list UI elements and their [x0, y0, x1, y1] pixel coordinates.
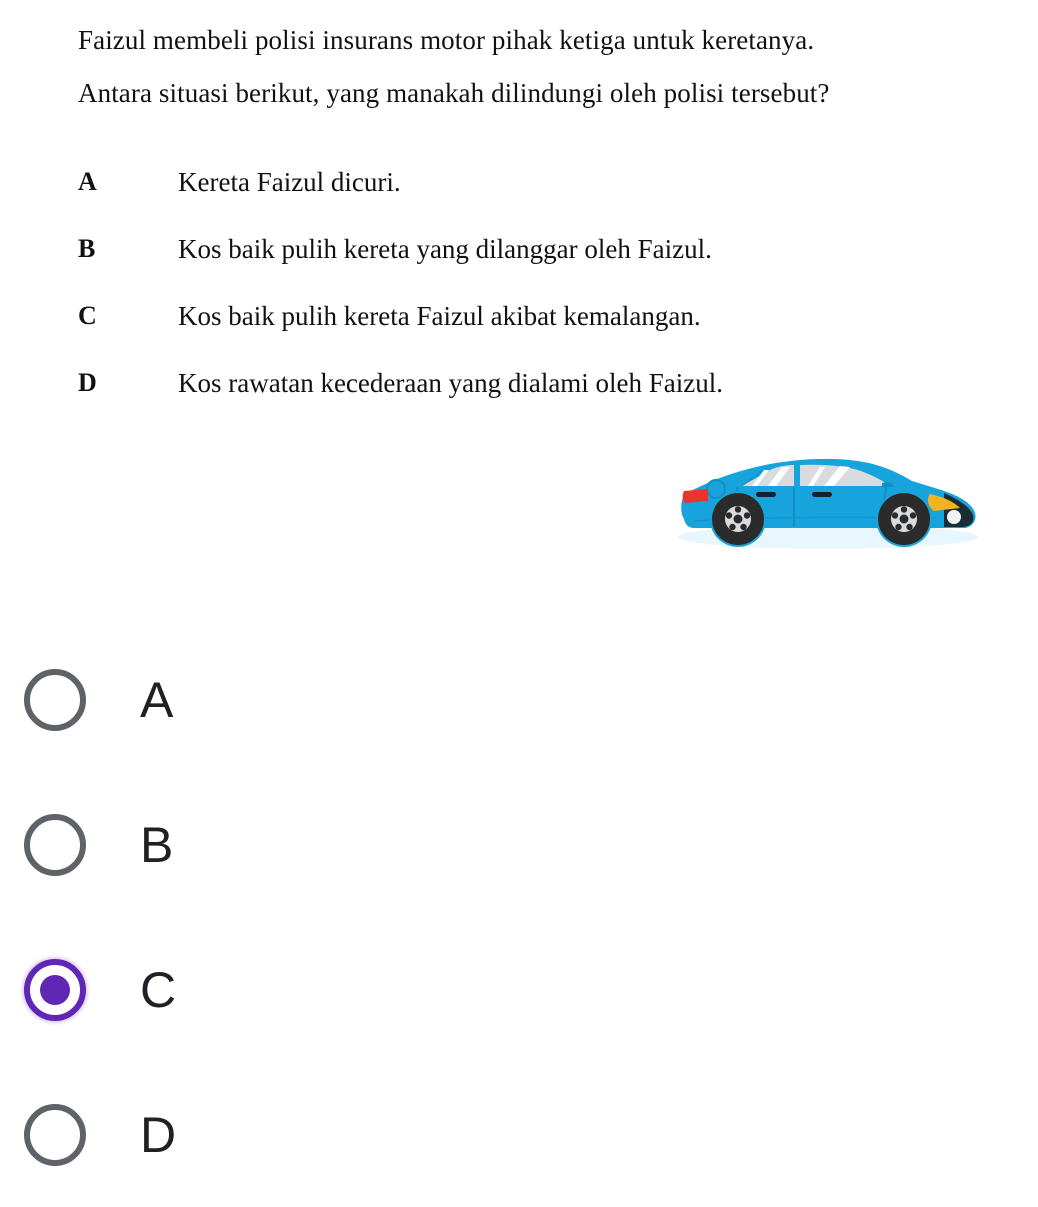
radio-button-a[interactable]: [24, 669, 86, 731]
radio-button-b[interactable]: [24, 814, 86, 876]
printed-option-a-letter: A: [78, 167, 97, 196]
printed-option-d-letter: D: [78, 368, 97, 397]
answer-option-a[interactable]: [0, 627, 1038, 772]
printed-option-b-letter: B: [78, 234, 96, 263]
front-door-handle: [812, 492, 832, 497]
question-line-2: Antara situasi berikut, yang manakah dilindungi oleh polisi tersebut?: [78, 78, 830, 108]
answer-label-b: B: [140, 816, 174, 873]
printed-option-d: [78, 361, 1028, 428]
rear-wheel: [712, 493, 764, 545]
question-line-1: Faizul membeli polisi insurans motor pihak ketiga untuk keretanya.: [78, 25, 815, 55]
printed-option-c: [78, 294, 1028, 361]
tail-light: [683, 489, 708, 503]
printed-option-a-text: Kereta Faizul dicuri.: [178, 167, 401, 197]
answer-option-c[interactable]: [0, 917, 1038, 1062]
front-wheel: [878, 493, 930, 545]
answer-option-b[interactable]: [0, 772, 1038, 917]
answer-label-d: D: [140, 1106, 177, 1163]
answer-option-d[interactable]: [0, 1062, 1038, 1207]
car-icon: [672, 437, 984, 555]
printed-option-c-letter: C: [78, 301, 97, 330]
car-illustration: [672, 437, 984, 555]
question-block: [78, 14, 1028, 120]
fog-light: [947, 510, 961, 524]
radio-button-c[interactable]: [24, 959, 86, 1021]
answer-label-a: A: [140, 671, 174, 728]
printed-option-b: [78, 227, 1028, 294]
printed-option-d-text: Kos rawatan kecederaan yang dialami oleh Faizul.: [178, 368, 724, 398]
answer-radio-group[interactable]: [0, 627, 1038, 1207]
printed-option-c-text: Kos baik pulih kereta Faizul akibat kemalangan.: [178, 301, 701, 331]
printed-option-b-text: Kos baik pulih kereta yang dilanggar oleh Faizul.: [178, 234, 712, 264]
radio-button-d[interactable]: [24, 1104, 86, 1166]
answer-label-c: C: [140, 961, 177, 1018]
printed-options-list: [78, 160, 1028, 428]
rear-door-handle: [756, 492, 776, 497]
printed-option-a: [78, 160, 1028, 227]
